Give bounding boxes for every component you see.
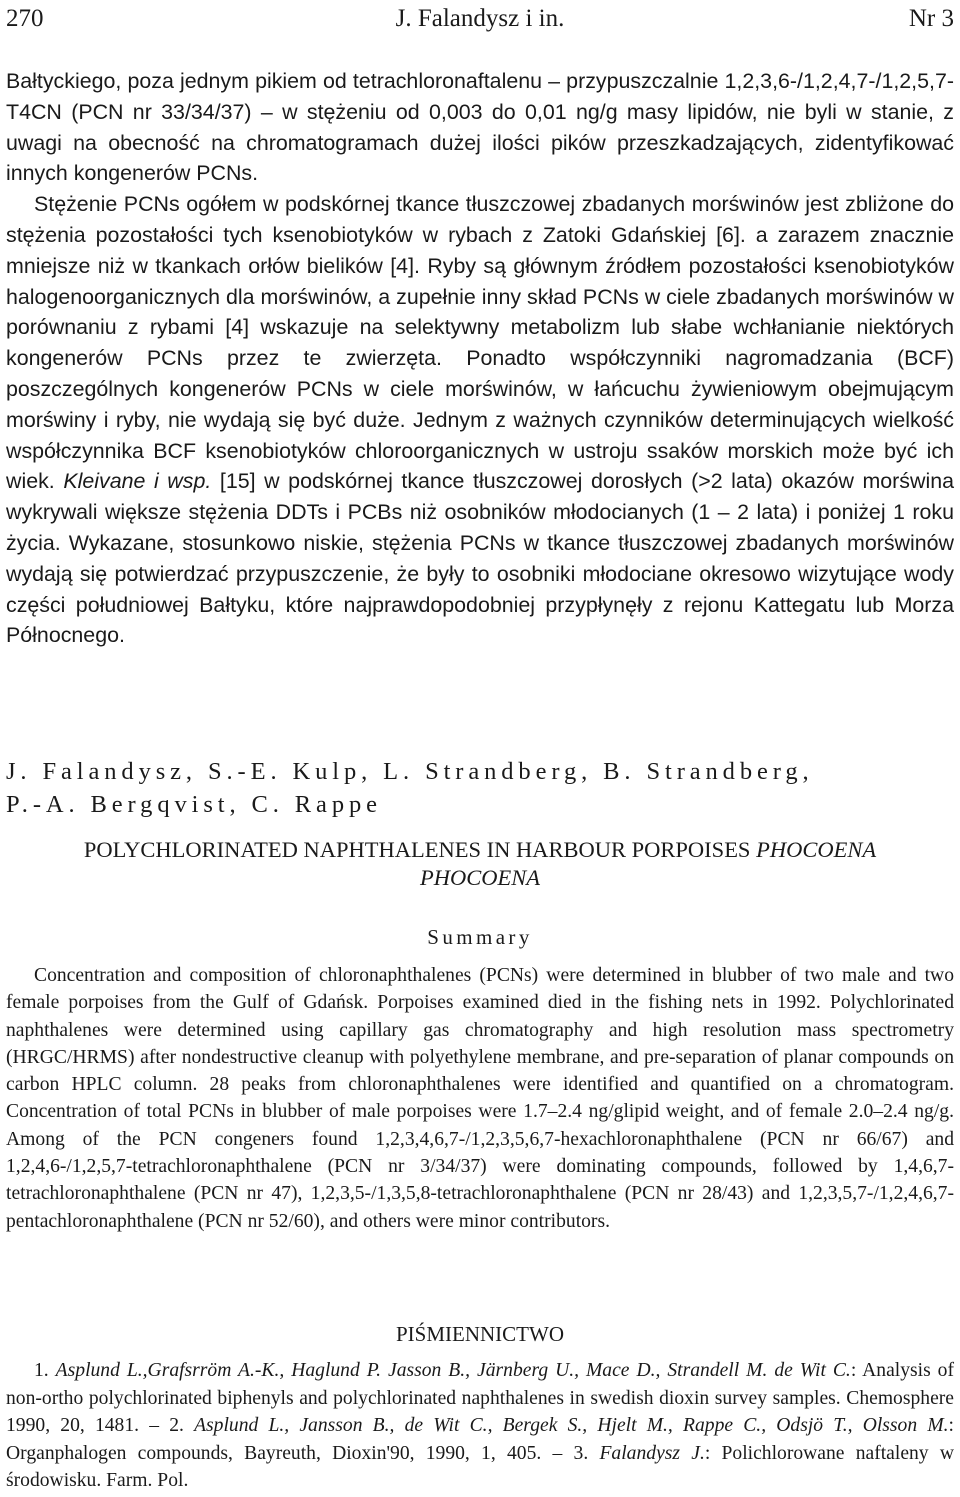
author-line-2: P.-A. Bergqvist, C. Rappe [6, 791, 382, 818]
reference-3-authors: Falandysz J. [599, 1442, 705, 1464]
reference-1-text: : Analysis of non-ortho polychlorinated biphenyls and polychlorinated naphthalenes in swedish dioxin survey samples. Chemosphere 1990, 20, 1481. – [6, 1360, 954, 1437]
issue-number: Nr 3 [908, 5, 954, 32]
running-title: J. Falandysz i in. [395, 5, 565, 32]
references-list [6, 1357, 954, 1495]
references-paragraph [6, 1357, 954, 1495]
english-title [20, 836, 940, 892]
summary-text: Concentration and composition of chloronaphthalenes (PCNs) were determined in blubber of two male and two female porpoises from the Gulf of Gdańsk. Porpoises examined died in the fishing nets in 1992. Polychlorinated naphthalenes were determined using capillary gas chromatography and high resolution mass spectrometry (HRGC/HRMS) after nondestructive cleanup with polyethylene membrane, and pre-separation of planar compounds on carbon HPLC column. 28 peaks from chloronaphthalenes were identified and quantified on a chromatogram. Concentration of total PCNs in blubber of male porpoises were 1.7–2.4 ng/glipid weight, and of female 2.0–2.4 ng/g. Among of the PCN congeners found 1,2,3,4,6,7-/1,2,3,5,6,7-hexachloronaphthalene (PCN nr 66/67) and 1,2,4,6-/1,2,5,7-tetrachloronaphthalene (PCN nr 3/34/37) were dominating compounds, followed by 1,4,6,7-tetrachloronaphthalene (PCN nr 47), 1,2,3,5-/1,3,5,8-tetrachloronaphthalene (PCN nr 28/43) and 1,2,3,5,7-/1,2,4,6,7-pentachloronaphthalene (PCN nr 52/60), and others were minor contributors. [6, 965, 954, 1232]
references-heading: PIŚMIENNICTWO [396, 1322, 564, 1346]
title-italic-species: PHOCOENA [420, 865, 540, 890]
reference-3-text: : Polichlorowane naftaleny w środowisku. Farm. Pol. [6, 1442, 954, 1492]
summary-heading: Summary [427, 925, 533, 949]
title-italic-genus: PHOCOENA [756, 837, 877, 862]
title-plain: POLYCHLORINATED NAPHTHALENES IN HARBOUR PORPOISES [83, 837, 751, 862]
reference-3-number: 3. [573, 1442, 589, 1464]
author-list [6, 755, 954, 821]
reference-2-text: : Organphalogen compounds, Bayreuth, Dioxin'90, 1990, 1, 405. – [6, 1415, 954, 1464]
body-paragraph-2 [6, 189, 954, 651]
summary-section [6, 962, 954, 1235]
body-paragraph-2-part-a: Stężenie PCNs ogółem w podskórnej tkance tłuszczowej zbadanych morświnów jest zbliżone do stężenia pozostałości tych ksenobiotyków w rybach z Zatoki Gdańskiej [6]. a zarazem znacznie mniejsze niż w tkankach orłów bielików [4]. Ryby są głównym źródłem pozostałości ksenobiotyków halogenoorganicznych dla morświnów, a zupełnie inny skład PCNs w ciele zbadanych morświnów w porównaniu z rybami [4] wskazuje na selektywny metabolizm lub słabe wchłanianie niektórych kongenerów PCNs przez te zwierzęta. Ponadto współczynniki nagromadzania (BCF) poszczególnych kongenerów PCNs w ciele morświnów, w łańcuchu żywieniowym obejmującym morświny i ryby, nie wydają się być duże. Jednym z ważnych czynników determinujących wielkość współczynnika BCF ksenobiotyków chloroorganicznych w ustroju ssaków morskich może być ich wiek. [6, 192, 954, 494]
citation-kleivane: Kleivane i wsp. [63, 469, 212, 494]
body-paragraph-1: Bałtyckiego, poza jednym pikiem od tetrachloronaftalenu – przypuszczalnie 1,2,3,6-/1,2,4,7-/1,2,5,7-T4CN (PCN nr 33/34/37) – w stężeniu od 0,003 do 0,01 ng/g masy lipidów, nie byli w stanie, z uwagi na obecność na chromatogramach dużej ilości pików przeszkadzających, zidentyfikować innych kongenerów PCNs. [6, 69, 954, 186]
article-body [6, 66, 954, 651]
reference-1-number: 1. [34, 1360, 49, 1381]
page-number: 270 [6, 5, 44, 32]
author-line-1: J. Falandysz, S.-E. Kulp, L. Strandberg, B. Strandberg, [6, 758, 814, 785]
reference-2-number: 2. [169, 1415, 184, 1437]
page-header [6, 2, 954, 36]
body-paragraph-2-part-b: [15] w podskórnej tkance tłuszczowej dorosłych (>2 lata) okazów morświna wykrywali większe stężenia DDTs i PCBs niż osobników młodocianych (1 – 2 lata) i poniżej 1 roku życia. Wykazane, stosunkowo niskie, stężenia PCNs w tkance tłuszczowej zbadanych morświnów wydają się potwierdzać przypuszczenie, że były to osobniki młodociane okresowo wizytujące wody części południowej Bałtyku, które najprawdopodobniej przypłynęły z rejonu Kattegatu lub Morza Północnego. [6, 469, 954, 648]
reference-2-authors: Asplund L., Jansson B., de Wit C., Bergek S., Hjelt M., Rappe C., Odsjö T., Olsson M. [194, 1415, 949, 1437]
reference-1-authors: Asplund L.,Grafsrröm A.-K., Haglund P. Jasson B., Järnberg U., Mace D., Strandell M. de Wit C. [55, 1360, 851, 1381]
